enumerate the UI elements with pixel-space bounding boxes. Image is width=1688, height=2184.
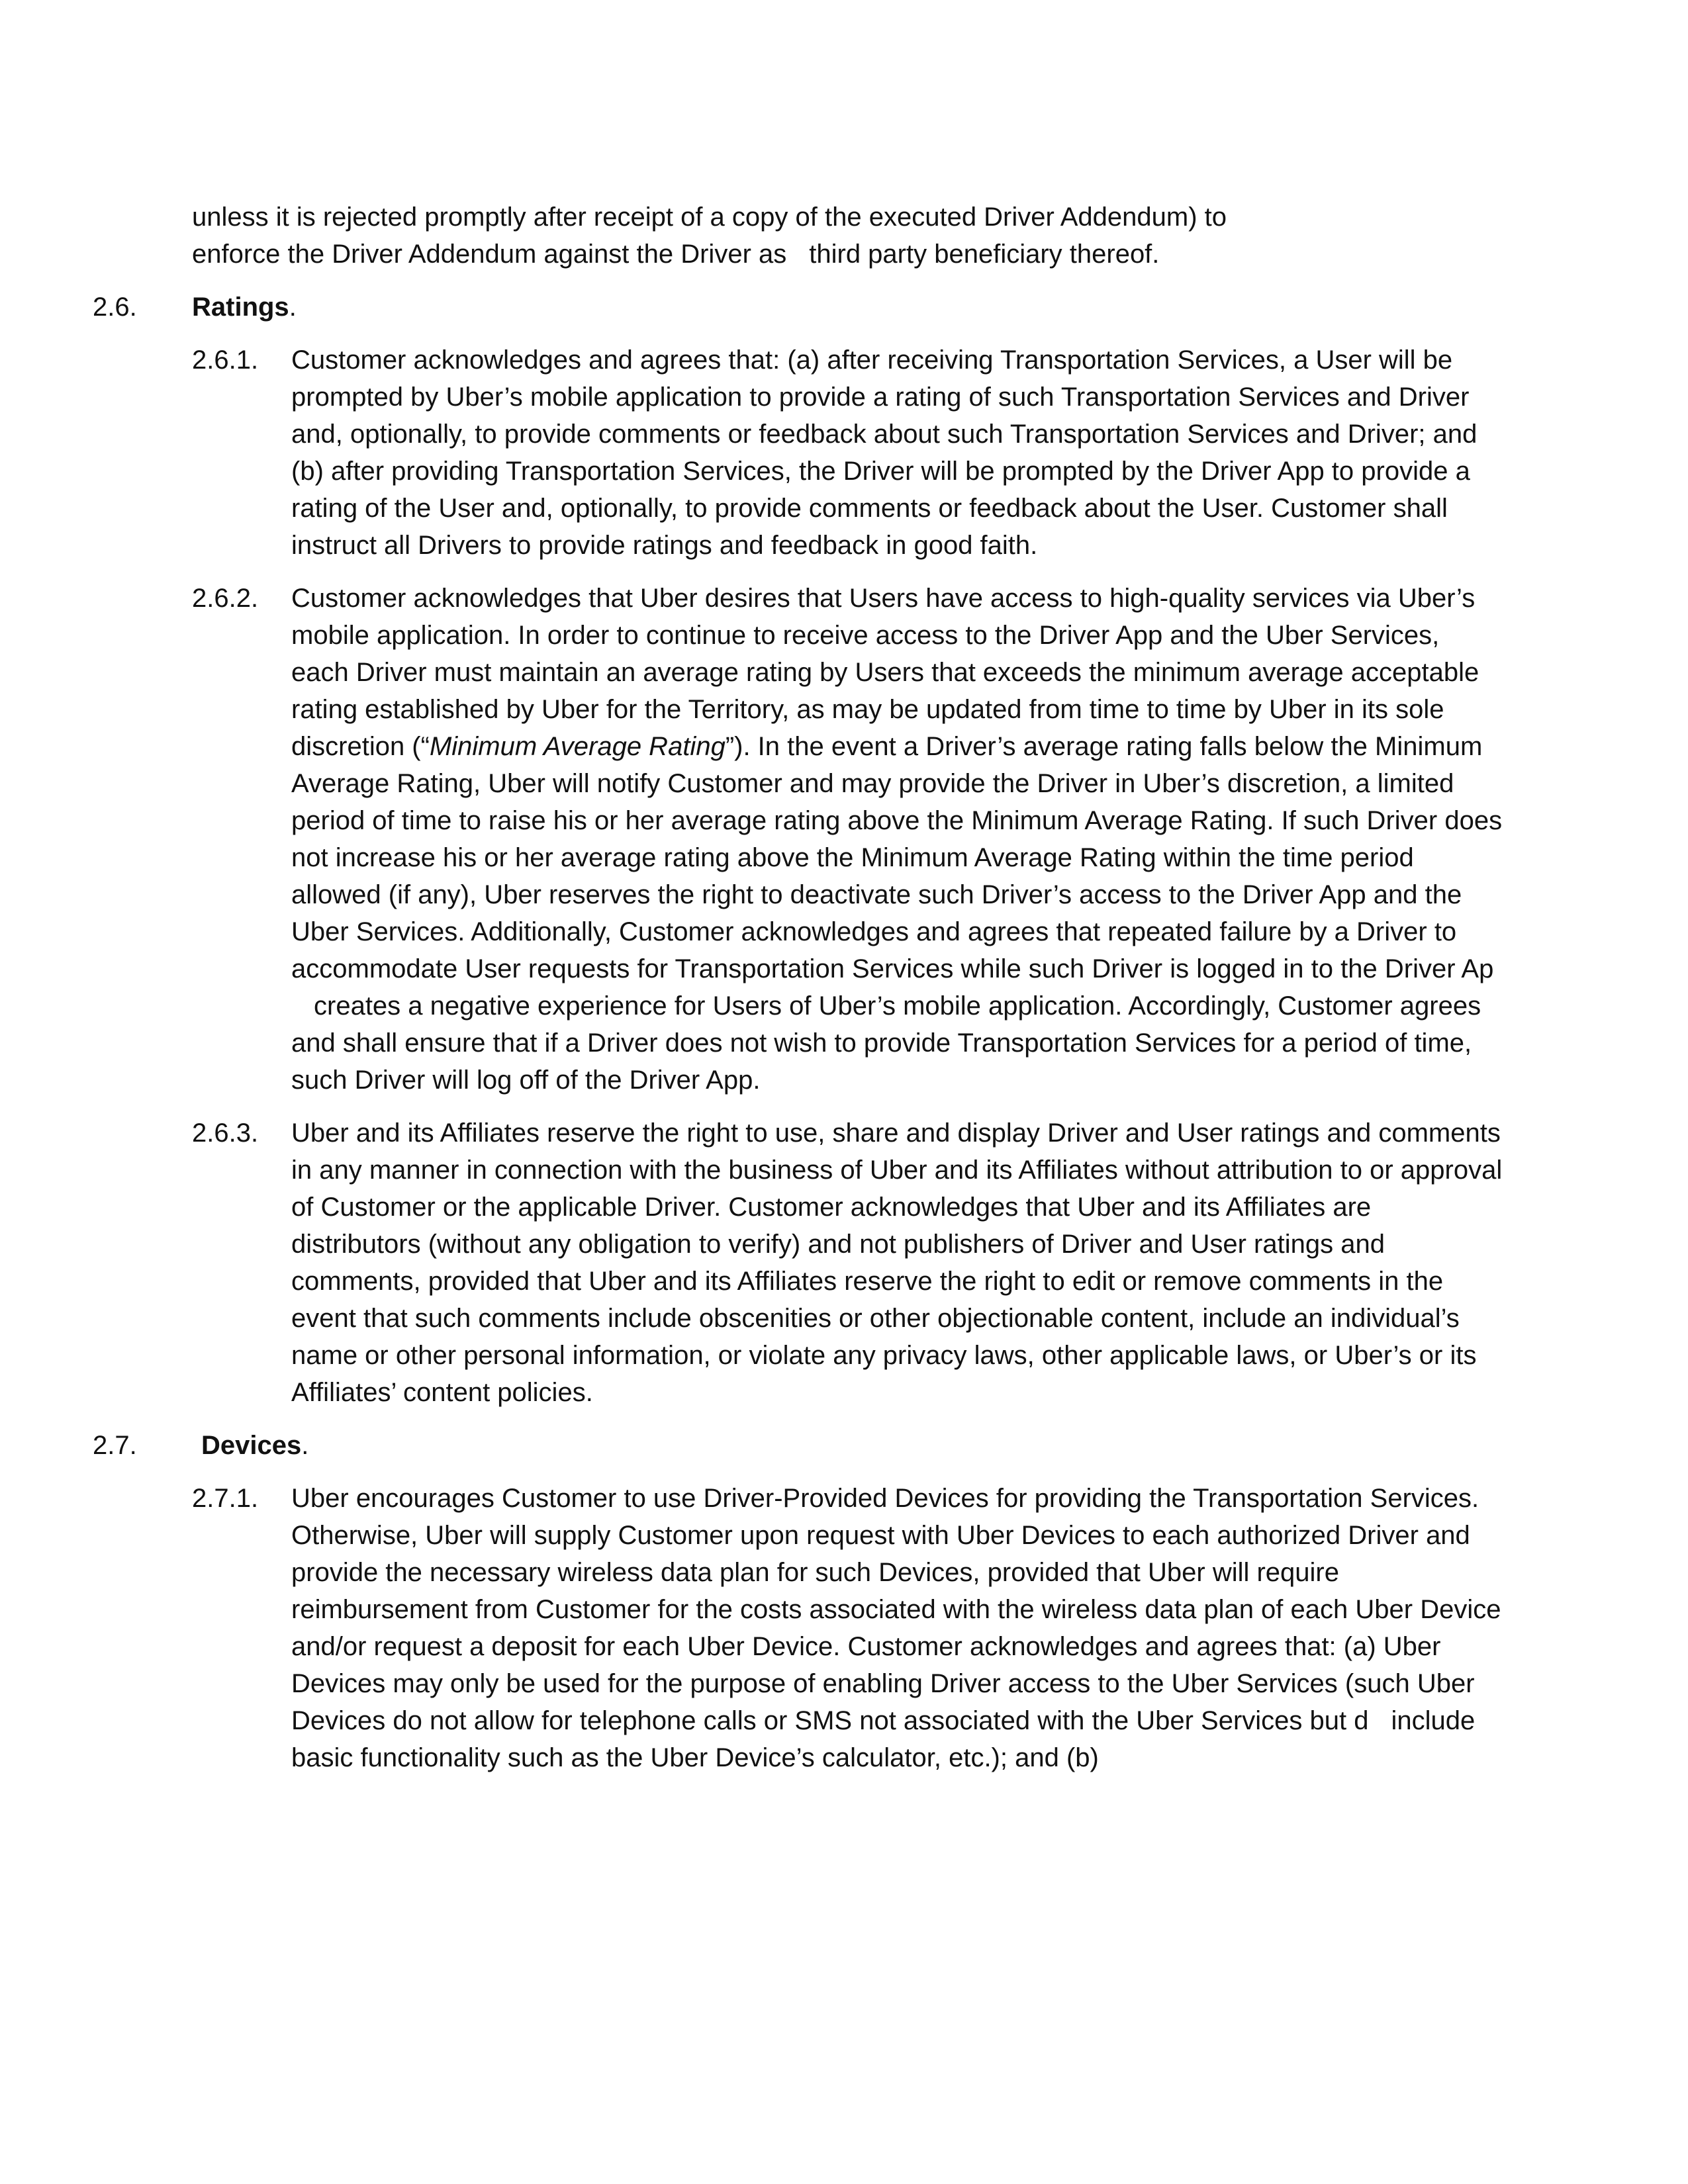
subsection-text-part-1: Customer acknowledges that Uber desires that Users have access to high-quality services via Uber’s mobile application. In order to continue to receive access to the Driver App and the Uber Services, each Driver must maintain an average rating by Users that exceeds the minimum average acceptable rating established by Uber for the Territory, as may be updated from time to time by Uber in its sole discretion (“: [291, 584, 1479, 761]
subsection-text: Customer acknowledges and agrees that: (a) after receiving Transportation Services, a User will be prompted by Uber’s mobile application to provide a rating of such Transportation Services and Driver and, optionally, to provide comments or feedback about such Transportation Services and Driver; and (b) after providing Transportation Services, the Driver will be prompted by the Driver App to provide a rating of the User and, optionally, to provide comments or feedback about the User. Customer shall instruct all Drivers to provide ratings and feedback in good faith.: [291, 345, 1477, 560]
defined-term-minimum-average-rating: Minimum Average Rating: [429, 732, 726, 761]
section-heading-suffix: .: [289, 293, 297, 322]
subsection-2-6-1: [192, 341, 1503, 564]
section-heading-suffix: .: [301, 1431, 309, 1460]
subsection-text: [291, 580, 1503, 1099]
section-heading: [192, 289, 1503, 326]
subsection-number: 2.7.1.: [192, 1484, 259, 1513]
document-body: [93, 199, 1503, 1776]
subsection-text: Uber and its Affiliates reserve the right to use, share and display Driver and User ratings and comments in any manner in connection with the business of Uber and its Affiliates without attribution to or approval of Customer or the applicable Driver. Customer acknowledges that Uber and its Affiliates are distributors (without any obligation to verify) and not publishers of Driver and User ratings and comments, provided that Uber and its Affiliates reserve the right to edit or remove comments in the event that such comments include obscenities or other objectionable content, include an individual’s name or other personal information, or violate any privacy laws, other applicable laws, or Uber’s or its Affiliates’ content policies.: [291, 1118, 1503, 1407]
section-devices: [93, 1427, 1503, 1464]
intro-paragraph: [192, 199, 1503, 273]
subsection-text-part-3: creates a negative experience for Users of Uber’s mobile application. Accordingly, Customer agrees and shall ensure that if a Driver does not wish to provide Transportation Services for a period of time, such Driver will log off of the Driver App.: [291, 991, 1481, 1095]
section-ratings: [93, 289, 1503, 326]
section-heading-title: Devices: [201, 1431, 302, 1460]
subsection-number: 2.6.3.: [192, 1118, 259, 1148]
subsection-text-part-2: include basic functionality such as the Uber Device’s calculator, etc.); and (b): [291, 1706, 1476, 1772]
intro-line-2-end: third party beneficiary thereof.: [809, 240, 1160, 269]
subsection-2-6-3: [192, 1115, 1503, 1411]
subsection-2-6-2: [192, 580, 1503, 1099]
subsection-number: 2.6.2.: [192, 584, 259, 613]
section-number: 2.7.: [93, 1431, 137, 1460]
subsection-2-7-1: [192, 1480, 1503, 1776]
intro-line-1: unless it is rejected promptly after receipt of a copy of the executed Driver Addendum) to: [192, 203, 1227, 232]
subsection-text-part-1: Uber encourages Customer to use Driver-Provided Devices for providing the Transportation Services. Otherwise, Uber will supply Customer upon request with Uber Devices to each authorized Driver and provide the necessary wireless data plan for such Devices, provided that Uber will require reimbursement from Customer for the costs associated with the wireless data plan of each Uber Device and/or request a deposit for each Uber Device. Customer acknowledges and agrees that: (a) Uber Devices may only be used for the purpose of enabling Driver access to the Uber Services (such Uber Devices do not allow for telephone calls or SMS not associated with the Uber Services but d: [291, 1484, 1501, 1735]
section-heading-title: Ratings: [192, 293, 289, 322]
subsection-text-part-2: ”). In the event a Driver’s average rating falls below the Minimum Average Rating, Uber will notify Customer and may provide the Driver in Uber’s discretion, a limited period of time to raise his or her average rating above the Minimum Average Rating. If such Driver does not increase his or her average rating above the Minimum Average Rating within the time period allowed (if any), Uber reserves the right to deactivate such Driver’s access to the Driver App and the Uber Services. Additionally, Customer acknowledges and agrees that repeated failure by a Driver to accommodate User requests for Transportation Services while such Driver is logged in to the Driver Ap: [291, 732, 1503, 983]
subsection-number: 2.6.1.: [192, 345, 259, 375]
intro-line-2-start: enforce the Driver Addendum against the Driver as: [192, 240, 787, 269]
section-heading: [192, 1427, 1503, 1464]
subsection-text: [291, 1480, 1503, 1776]
section-number: 2.6.: [93, 293, 137, 322]
